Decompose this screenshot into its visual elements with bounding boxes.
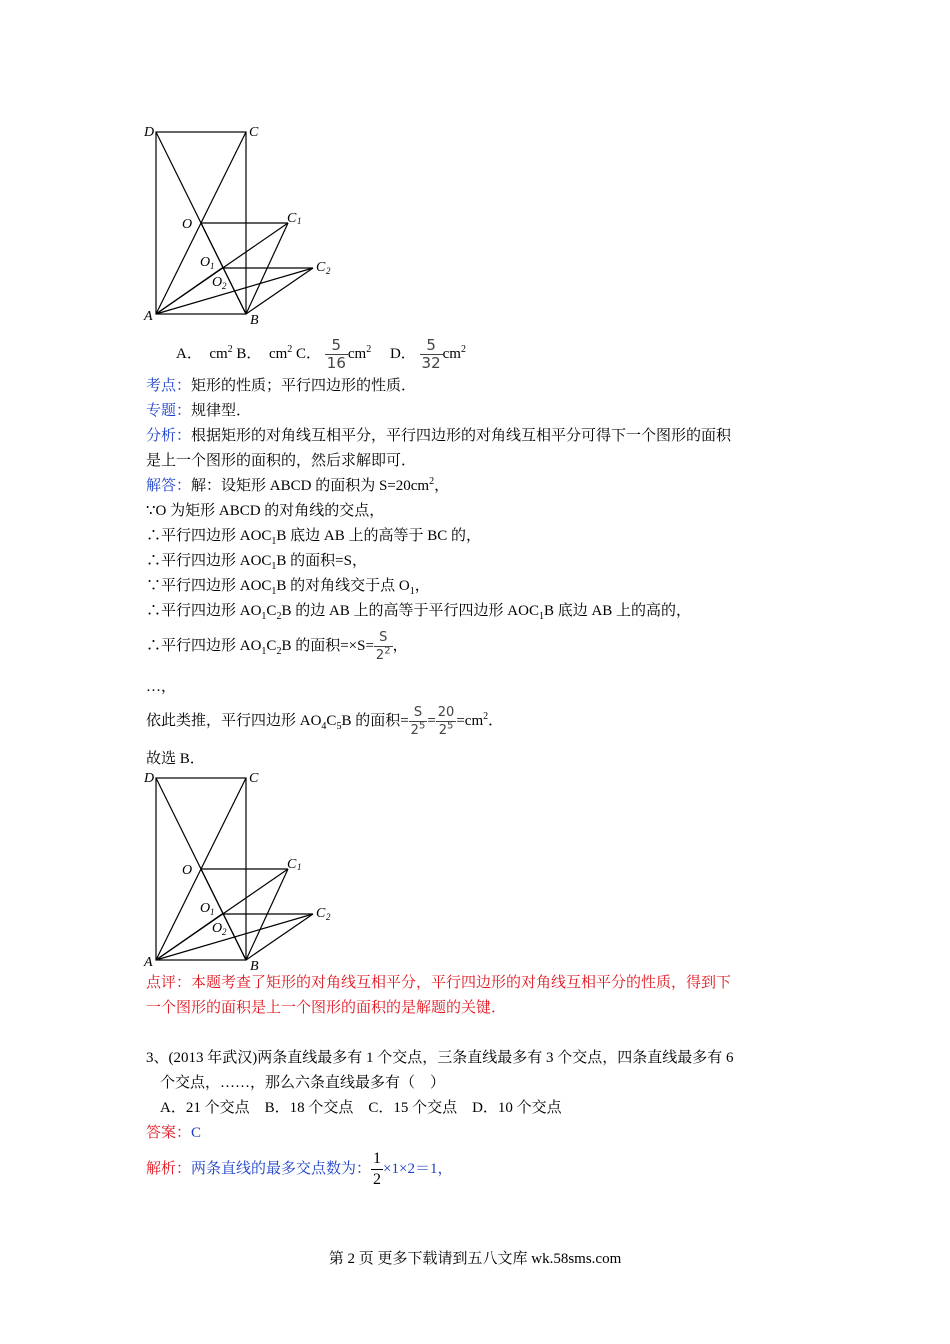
dianping-line-2: 一个图形的面积是上一个图形的面积的是解题的关键． [146,1000,507,1016]
jieda-line-7: ∴平行四边形 $AO_1C_2B$ 的面积=×S= $\frac{S}{2^2}$ ， [146,630,408,664]
svg-text:1: 1 [297,216,302,226]
label-c1: C [287,211,297,226]
svg-text:2: 2 [326,266,331,276]
label-o1: O [200,255,211,270]
dianping-line-1: 点评：本题考查了矩形的对角线互相平分，平行四边形的对角线互相平分的性质，得到下 [146,975,732,991]
label-d: D [144,771,155,786]
label-a: A [144,309,153,324]
label-c: C [249,125,259,140]
label-d: D [144,125,155,140]
q3-stem-line-2: 个交点，……，那么六条直线最多有（ ） [160,1075,446,1091]
kaodian-line: 考点：矩形的性质；平行四边形的性质． [146,378,417,394]
geometry-figure-bottom [140,766,340,976]
options-line: A． $cm^2$ B． $cm^2$ C． $\frac{5}{16}$ $cm^2$ D． $\frac{5}{32}$ $cm^2$ [176,336,466,373]
conclusion-line: 故选 B． [146,751,205,767]
q3-jiexi: 解析：两条直线的最多交点数为： $\frac{1}{2}$ ×1×2＝1， [146,1150,453,1189]
label-c2: C [316,906,326,921]
svg-text:1: 1 [210,261,215,271]
jieda-line-4: ∴平行四边形 $AOC_1B$ 的面积=S， [146,553,367,572]
jieda-line-1: 解答：解：设矩形 ABCD 的面积为 $S=20cm^2$， [146,476,450,494]
label-o2: O [212,275,223,290]
svg-text:1: 1 [297,862,302,872]
jieda-line-9: 依此类推，平行四边形 $AO_4C_5B$ 的面积= $\frac{S}{2^5}$ = $\frac{20}{2^5}$ $=cm^2$． [146,705,504,739]
svg-text:2: 2 [326,912,331,922]
label-o1: O [200,901,211,916]
geometry-figure-top [140,120,340,330]
svg-text:2: 2 [222,927,227,937]
label-c2: C [316,260,326,275]
q3-stem-line-1: 3、(2013 年武汉)两条直线最多有 1 个交点，三条直线最多有 3 个交点，四条直线最多有 6 [146,1050,734,1066]
q3-answer: 答案：C [146,1125,202,1141]
label-a: A [144,955,153,970]
jieda-line-2: ∵O 为矩形 ABCD 的对角线的交点， [146,503,385,519]
zhuanti-line: 专题：规律型． [146,403,252,419]
fenxi-line-2: 是上一个图形的面积的，然后求解即可． [146,453,417,469]
jieda-line-8: …， [146,679,177,695]
svg-text:2: 2 [222,281,227,291]
q3-choices: A．21 个交点 B．18 个交点 C．15 个交点 D．10 个交点 [160,1100,562,1116]
label-c1: C [287,857,297,872]
label-o: O [182,217,193,232]
page-footer: 第 2 页 更多下载请到五八文库 wk.58sms.com [328,1251,622,1267]
svg-text:1: 1 [210,907,215,917]
label-o2: O [212,921,223,936]
jieda-line-5: ∵平行四边形 $AOC_1B$ 的对角线交于点 $O_1$， [146,578,430,597]
label-b: B [250,959,259,974]
jieda-line-6: ∴平行四边形 $AO_1C_2B$ 的边 AB 上的高等于平行四边形 $AOC_1B$ 底边 AB 上的高的， [146,603,692,622]
jieda-line-3: ∴平行四边形 $AOC_1B$ 底边 AB 上的高等于 BC 的， [146,528,482,547]
fenxi-line: 分析：根据矩形的对角线互相平分，平行四边形的对角线互相平分可得下一个图形的面积 [146,428,732,444]
label-c: C [249,771,259,786]
label-o: O [182,863,193,878]
label-b: B [250,313,259,328]
